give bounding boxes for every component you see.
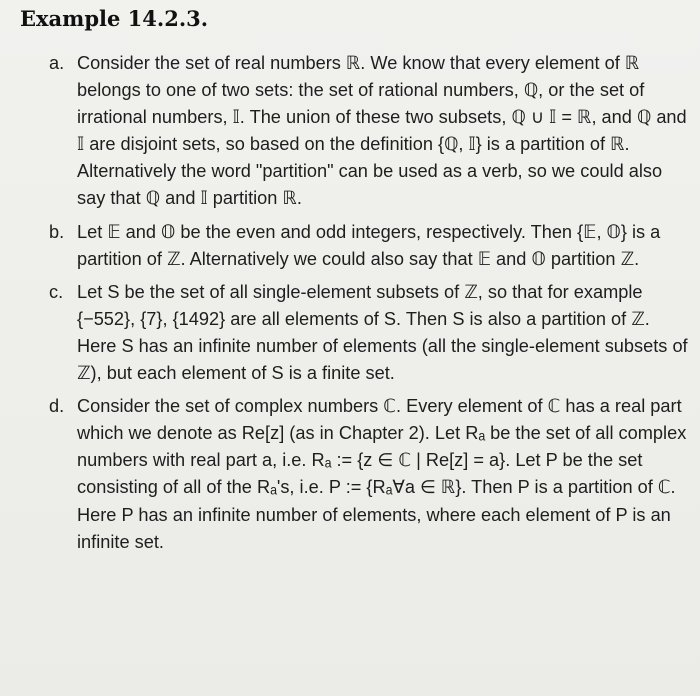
item-marker: a. <box>49 53 65 73</box>
item-text: Consider the set of complex numbers ℂ. Every element of ℂ has a real part which we denote as Re[z] (as in Chapter 2). Let Rₐ be the set of all complex numbers with real part a, i.e. Rₐ := {z ∈ ℂ | Re[z] = a}. Let P be the set consisting of all of the Rₐ's, i.e. P := {Rₐ∀a ∈ ℝ}. Then P is a partition of ℂ. Here P has an infinite number of elements, where each element of P is an infinite set. <box>77 396 687 552</box>
item-text: Let 𝔼 and 𝕆 be the even and odd integers, respectively. Then {𝔼, 𝕆} is a partition of ℤ. Alternatively we could also say that 𝔼 and 𝕆 partition ℤ. <box>77 221 661 269</box>
example-item-b <box>49 219 689 273</box>
example-title: Example 14.2.3. <box>20 6 209 31</box>
example-item-c <box>49 279 689 387</box>
item-marker: b. <box>49 221 65 242</box>
item-text: Consider the set of real numbers ℝ. We know that every element of ℝ belongs to one of two sets: the set of rational numbers, ℚ, or the set of irrational numbers, 𝕀. The union of these two subsets, ℚ ∪ 𝕀 = ℝ, and ℚ and 𝕀 are disjoint sets, so based on the definition {ℚ, 𝕀} is a partition of ℝ. Alternatively the word "partition" can be used as a verb, so we could also say that ℚ and 𝕀 partition ℝ. <box>77 53 687 209</box>
example-item-list <box>49 50 689 562</box>
example-item-a <box>49 50 689 213</box>
example-item-d <box>49 393 689 556</box>
item-text: Let S be the set of all single-element subsets of ℤ, so that for example {−552}, {7}, {1492} are all elements of S. Then S is also a partition of ℤ. Here S has an infinite number of elements (all the single-element subsets of ℤ), but each element of S is a finite set. <box>77 281 688 384</box>
item-marker: d. <box>49 396 65 417</box>
item-marker: c. <box>49 281 64 302</box>
